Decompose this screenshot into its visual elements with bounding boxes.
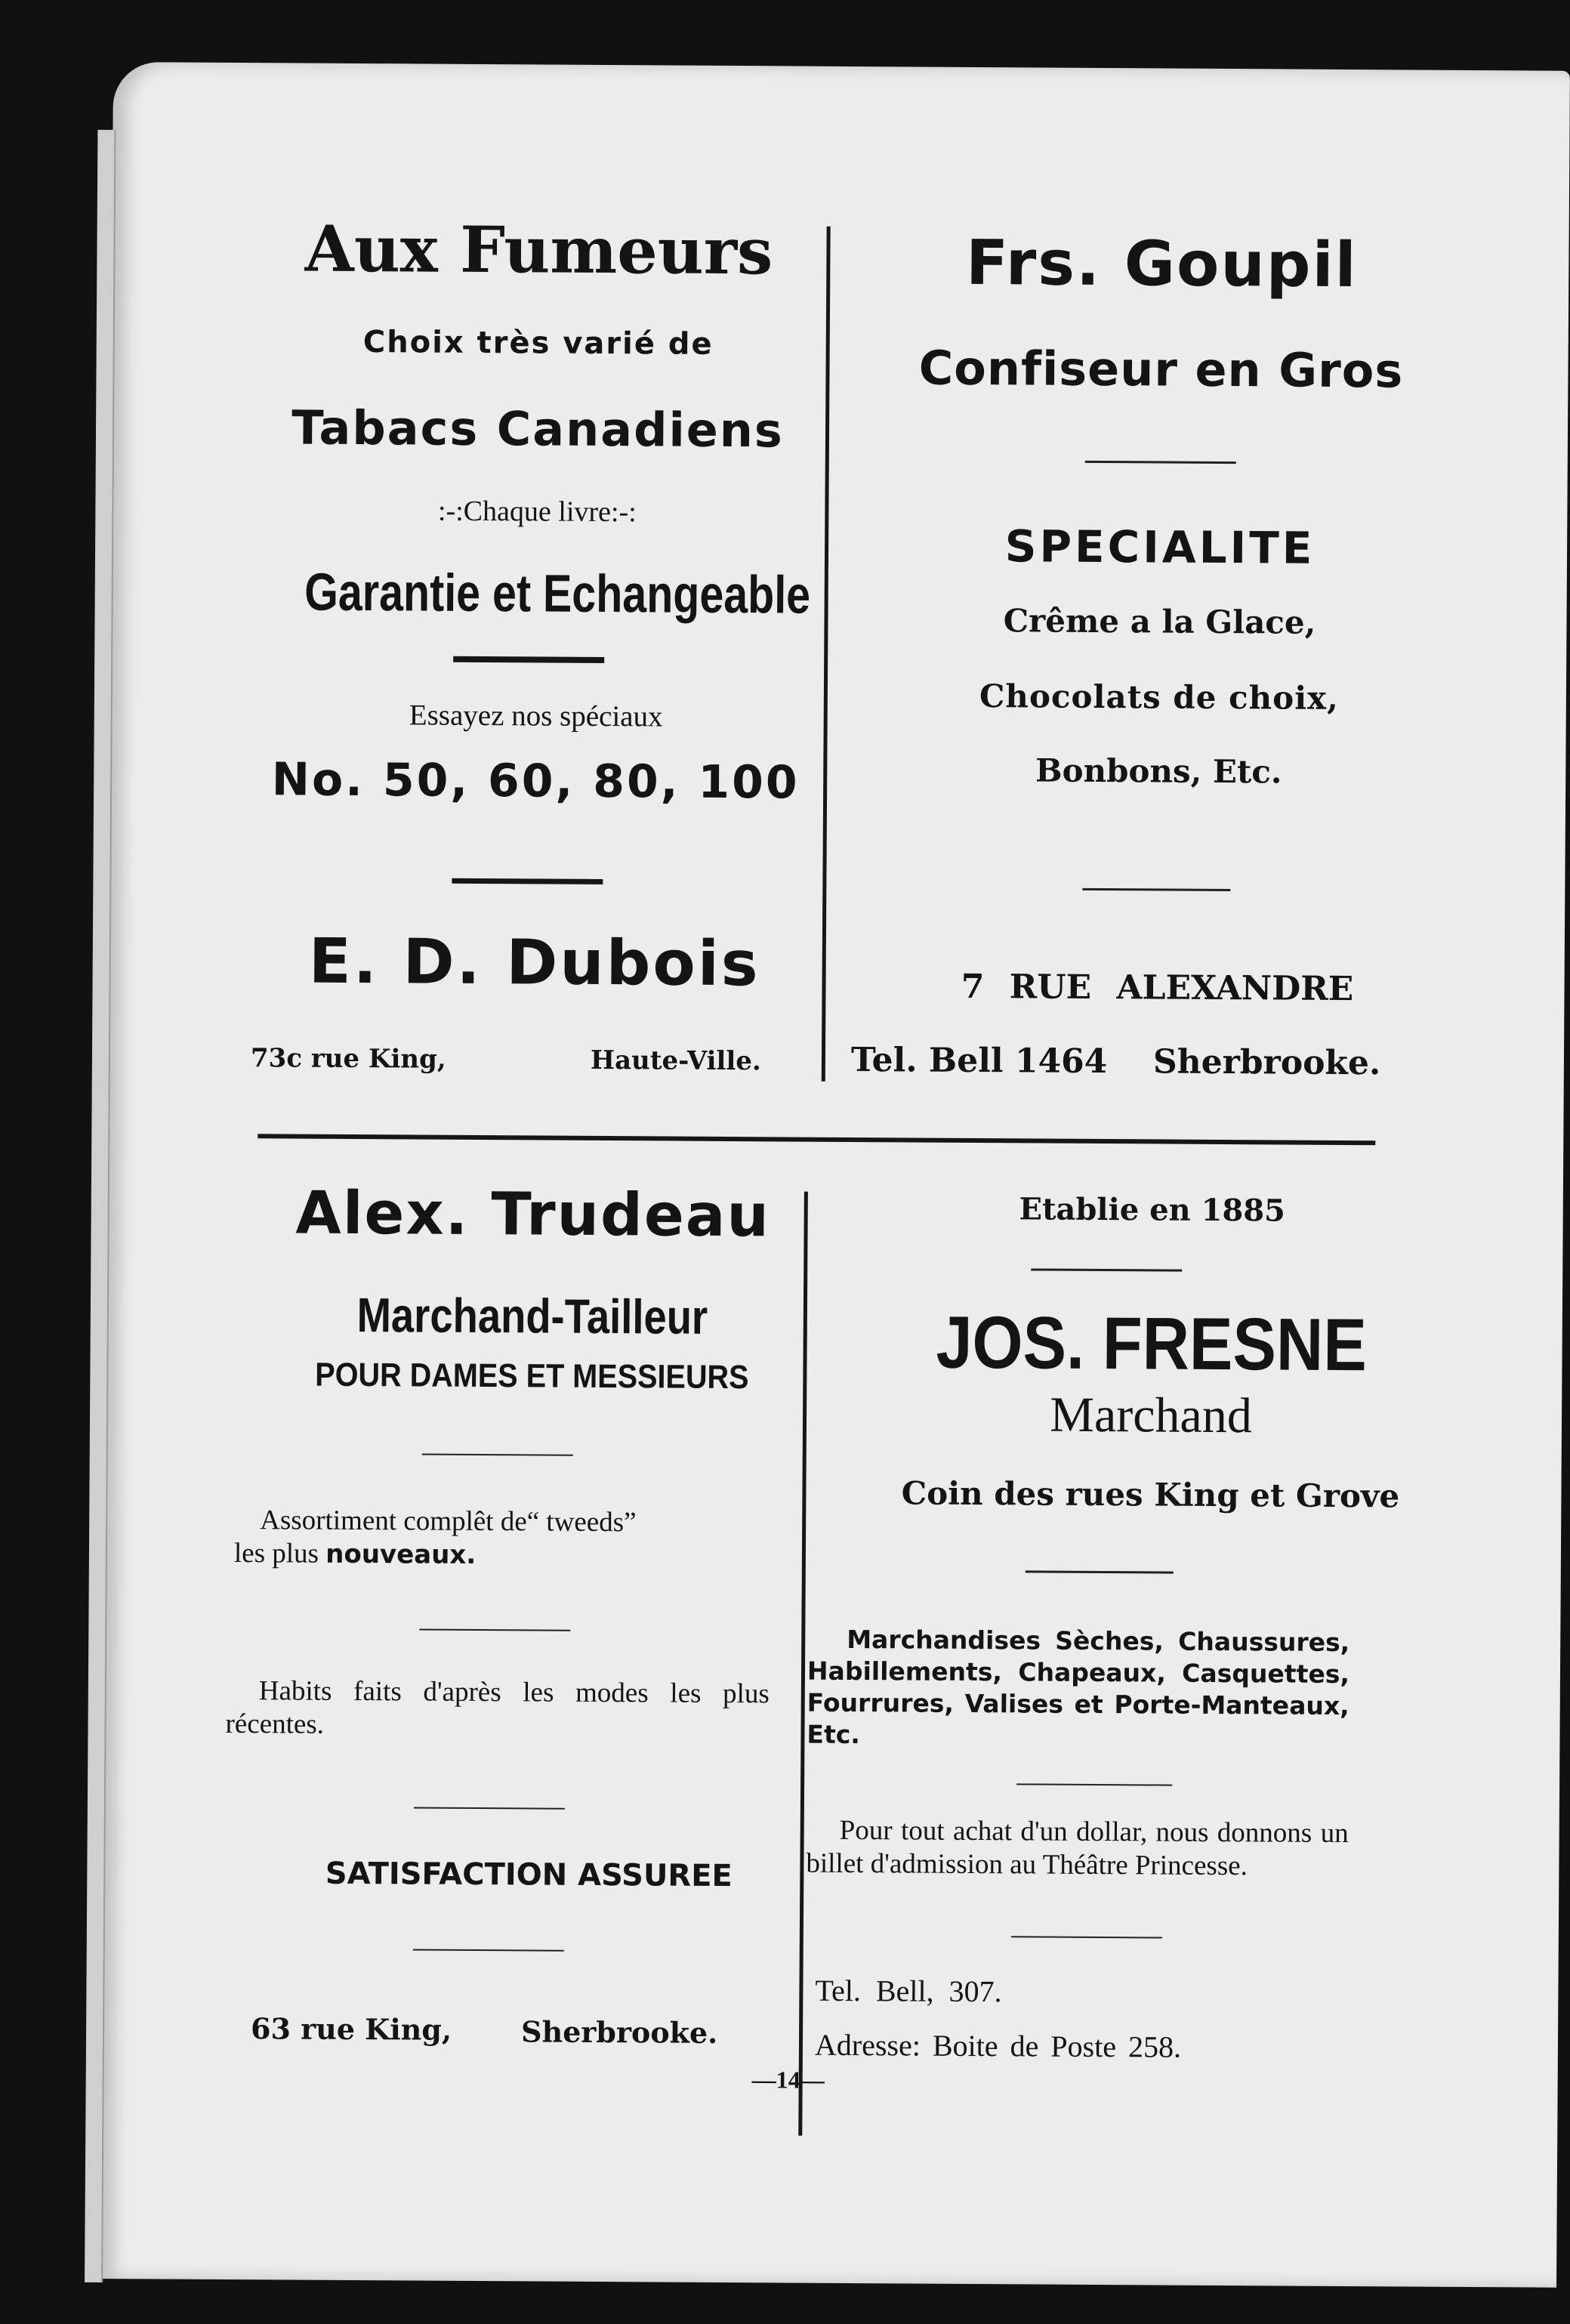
divider	[1026, 1570, 1174, 1573]
divider	[453, 656, 604, 663]
catalog-page	[100, 62, 1570, 2288]
confectioner-ad-item2: Chocolats de choix,	[979, 677, 1339, 717]
confectioner-ad-item1: Crême a la Glace,	[1003, 602, 1316, 641]
merchant-ad-goods: Marchandises Sèches, Chaussures, Habillements, Chapeaux, Casquettes, Fourrures, Valises et Porte-Manteaux, Etc.	[807, 1624, 1350, 1750]
divider	[1082, 888, 1230, 891]
horizontal-divider	[258, 1134, 1375, 1145]
column-divider	[798, 1192, 808, 2136]
tobacco-ad-name: E. D. Dubois	[308, 925, 760, 1001]
divider	[1016, 1783, 1172, 1785]
confectioner-ad-phone: Tel. Bell 1464	[850, 1040, 1108, 1082]
tobacco-ad-line6: No. 50, 60, 80, 100	[271, 753, 800, 810]
tobacco-ad-line3: :-:Chaque livre:-:	[437, 495, 637, 529]
confectioner-ad-address: 7 RUE ALEXANDRE	[961, 967, 1354, 1009]
merchant-ad-postal: Adresse: Boite de Poste 258.	[814, 2027, 1182, 2064]
tobacco-ad-address: 73c rue King,	[250, 1043, 446, 1075]
divider	[414, 1807, 565, 1809]
merchant-ad-trade: Marchand	[1050, 1387, 1253, 1444]
tobacco-ad-line4: Garantie et Echangeable	[304, 562, 811, 625]
tailor-ad-trade: Marchand-Tailleur	[356, 1288, 708, 1344]
tailor-ad-slogan: SATISFACTION ASSUREE	[325, 1856, 733, 1894]
tailor-ad-habits: Habits faits d'après les modes les plus récentes.	[225, 1675, 770, 1740]
tailor-ad-subtitle: POUR DAMES ET MESSIEURS	[315, 1356, 749, 1397]
page-number: —14—	[751, 2066, 825, 2094]
tailor-ad-city: Sherbrooke.	[520, 2014, 718, 2050]
divider	[1085, 461, 1236, 464]
confectioner-ad-name: Frs. Goupil	[965, 227, 1359, 302]
divider	[419, 1629, 570, 1631]
tailor-ad-name: Alex. Trudeau	[295, 1179, 771, 1251]
confectioner-ad-trade: Confiseur en Gros	[918, 340, 1404, 399]
tailor-ad-assortment-bold: nouveaux.	[325, 1539, 477, 1570]
divider	[413, 1949, 564, 1951]
tailor-ad-assortment-line2	[234, 1537, 763, 1573]
tailor-ad-assortment-prefix: les plus	[233, 1538, 319, 1569]
tobacco-ad-title: Aux Fumeurs	[304, 211, 773, 289]
merchant-ad-established: Etablie en 1885	[1019, 1191, 1286, 1229]
confectioner-ad-city: Sherbrooke.	[1152, 1042, 1381, 1083]
tailor-ad-assortment-line1: Assortiment complêt de“ tweeds”	[260, 1505, 637, 1539]
tobacco-ad-line5: Essayez nos spéciaux	[409, 699, 663, 733]
tobacco-ad-line2: Tabacs Canadiens	[291, 400, 785, 458]
divider	[452, 878, 603, 884]
merchant-ad-location: Coin des rues King et Grove	[901, 1474, 1400, 1515]
divider	[422, 1454, 573, 1456]
tailor-ad-assortment	[234, 1504, 763, 1573]
divider	[1031, 1268, 1182, 1271]
tobacco-ad-line1: Choix très varié de	[362, 325, 714, 362]
confectioner-ad-item3: Bonbons, Etc.	[1035, 752, 1282, 791]
merchant-ad-phone: Tel. Bell, 307.	[815, 1973, 1002, 2009]
divider	[1011, 1936, 1162, 1938]
tailor-ad-address: 63 rue King,	[250, 2011, 452, 2047]
confectioner-ad-specialty-heading: SPECIALITE	[1004, 520, 1316, 574]
tobacco-ad-district: Haute-Ville.	[590, 1045, 761, 1077]
merchant-ad-offer: Pour tout achat d'un dollar, nous donnons un billet d'admission au Théâtre Princesse.	[806, 1814, 1349, 1882]
merchant-ad-name: JOS. FRESNE	[936, 1300, 1368, 1387]
